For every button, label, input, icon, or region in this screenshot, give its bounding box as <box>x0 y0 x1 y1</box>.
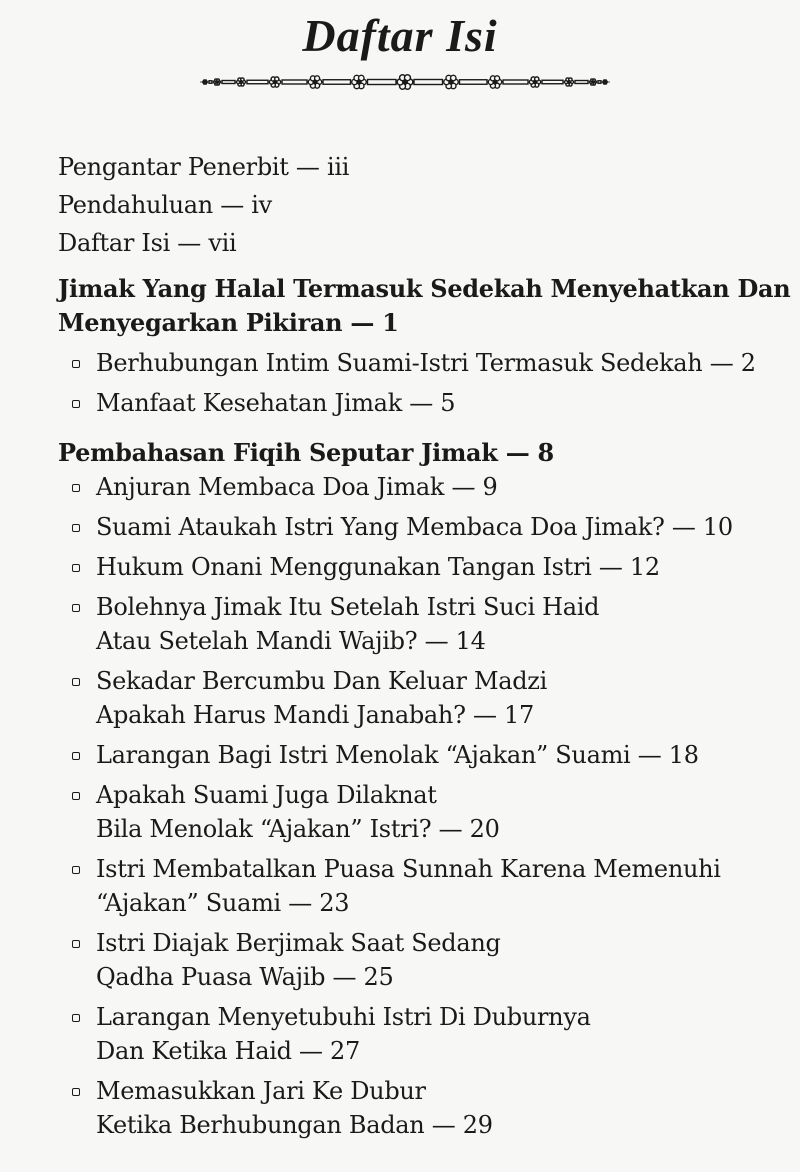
toc-item[interactable] <box>58 1074 778 1142</box>
item-line: Larangan Menyetubuhi Istri Di Duburnya <box>96 1003 591 1031</box>
item-line: Dan Ketika Haid — 27 <box>96 1037 361 1065</box>
square-bullet-icon <box>72 940 80 948</box>
toc-item[interactable] <box>58 590 778 658</box>
square-bullet-icon <box>72 400 80 408</box>
item-line: Hukum Onani Menggunakan Tangan Istri — 12 <box>96 553 660 581</box>
toc-section-1[interactable] <box>58 272 791 340</box>
item-line: Larangan Bagi Istri Menolak “Ajakan” Suami — 18 <box>96 741 699 769</box>
square-bullet-icon <box>72 752 80 760</box>
square-bullet-icon <box>72 1014 80 1022</box>
item-line: Suami Ataukah Istri Yang Membaca Doa Jimak? — 10 <box>96 513 733 541</box>
toc-item[interactable] <box>58 926 778 994</box>
item-line: Apakah Harus Mandi Janabah? — 17 <box>96 701 534 729</box>
item-line: Atau Setelah Mandi Wajib? — 14 <box>96 627 486 655</box>
square-bullet-icon <box>72 792 80 800</box>
toc-item[interactable] <box>58 1000 778 1068</box>
item-line: Manfaat Kesehatan Jimak — 5 <box>96 389 456 417</box>
square-bullet-icon <box>72 866 80 874</box>
toc-item[interactable] <box>58 550 778 584</box>
toc-section-2[interactable] <box>58 436 778 470</box>
item-line: Bila Menolak “Ajakan” Istri? — 20 <box>96 815 500 843</box>
section-line: Pembahasan Fiqih Seputar Jimak — 8 <box>58 438 554 467</box>
item-line: Apakah Suami Juga Dilaknat <box>96 781 437 809</box>
toc-item[interactable] <box>58 664 778 732</box>
section-line: Menyegarkan Pikiran — 1 <box>58 308 399 337</box>
toc-item[interactable] <box>58 386 778 420</box>
toc-item[interactable] <box>58 470 778 504</box>
item-line: Ketika Berhubungan Badan — 29 <box>96 1111 493 1139</box>
item-line: Bolehnya Jimak Itu Setelah Istri Suci Haid <box>96 593 600 621</box>
item-line: Qadha Puasa Wajib — 25 <box>96 963 394 991</box>
square-bullet-icon <box>72 484 80 492</box>
toc-item[interactable] <box>58 778 778 846</box>
square-bullet-icon <box>72 678 80 686</box>
item-line: Istri Membatalkan Puasa Sunnah Karena Memenuhi <box>96 855 721 883</box>
toc-entry-pendahuluan[interactable]: Pendahuluan — iv <box>58 191 272 219</box>
square-bullet-icon <box>72 360 80 368</box>
toc-item[interactable] <box>58 510 778 544</box>
item-line: “Ajakan” Suami — 23 <box>96 889 350 917</box>
item-line: Anjuran Membaca Doa Jimak — 9 <box>96 473 498 501</box>
item-line: Istri Diajak Berjimak Saat Sedang <box>96 929 501 957</box>
square-bullet-icon <box>72 524 80 532</box>
section-line: Jimak Yang Halal Termasuk Sedekah Menyehatkan Dan <box>58 274 791 303</box>
toc-item[interactable] <box>58 346 778 380</box>
table-of-contents <box>58 148 791 1142</box>
toc-entry-daftar-isi[interactable]: Daftar Isi — vii <box>58 229 237 257</box>
square-bullet-icon <box>72 1088 80 1096</box>
ornament-divider-icon <box>196 72 614 92</box>
square-bullet-icon <box>72 564 80 572</box>
item-line: Memasukkan Jari Ke Dubur <box>96 1077 426 1105</box>
toc-item[interactable] <box>58 738 778 772</box>
square-bullet-icon <box>72 604 80 612</box>
page-title: Daftar Isi <box>302 10 498 61</box>
toc-item[interactable] <box>58 852 778 920</box>
toc-entry-pengantar[interactable]: Pengantar Penerbit — iii <box>58 153 350 181</box>
item-line: Berhubungan Intim Suami-Istri Termasuk Sedekah — 2 <box>96 349 756 377</box>
item-line: Sekadar Bercumbu Dan Keluar Madzi <box>96 667 548 695</box>
